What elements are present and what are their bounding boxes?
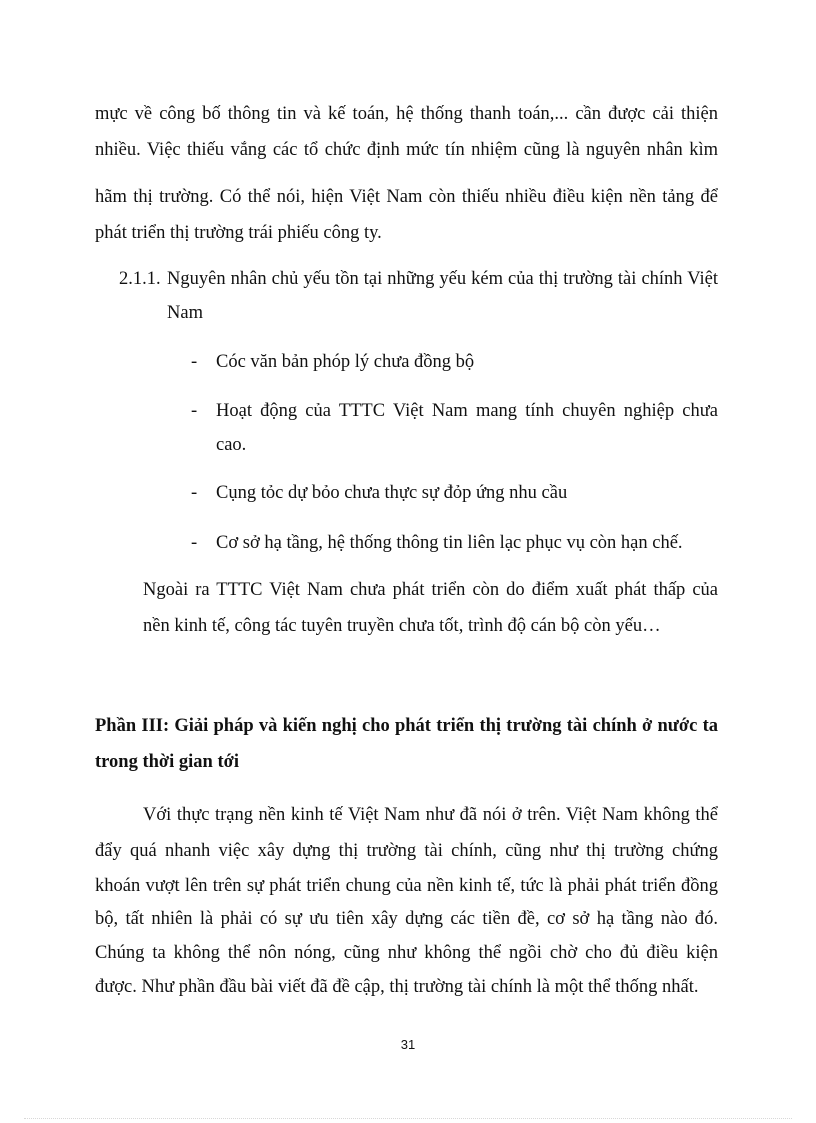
bullet-dash: - (191, 533, 198, 553)
paragraph-line: bộ, tất nhiên là phải có sự ưu tiên xây dựng các tiền đề, cơ sở hạ tầng nào đó. (95, 909, 718, 929)
section-heading: Phần III: Giải pháp và kiến nghị cho phát triển thị trường tài chính ở nước ta (95, 716, 718, 736)
extra-line: nền kinh tế, công tác tuyên truyền chưa tốt, trình độ cán bộ còn yếu… (143, 616, 661, 636)
intro-line: hãm thị trường. Có thể nói, hiện Việt Nam còn thiếu nhiều điều kiện nền tảng để (95, 187, 718, 207)
intro-line: phát triển thị trường trái phiếu công ty. (95, 223, 382, 243)
bullet-item-continued: cao. (216, 435, 247, 455)
extra-line: Ngoài ra TTTC Việt Nam chưa phát triển còn do điểm xuất phát thấp của (143, 580, 718, 600)
bullet-item: Hoạt động của TTTC Việt Nam mang tính chuyên nghiệp chưa (216, 401, 718, 421)
paragraph-line: Chúng ta không thể nôn nóng, cũng như không thể ngồi chờ cho đủ điều kiện (95, 943, 718, 963)
bullet-dash: - (191, 401, 198, 421)
page-number: 31 (400, 1037, 416, 1052)
bullet-item: Cóc văn bản phóp lý chưa đồng bộ (216, 352, 475, 372)
intro-line: mực về công bố thông tin và kế toán, hệ thống thanh toán,... cần được cải thiện (95, 104, 718, 124)
bullet-item: Cụng tỏc dự bỏo chưa thực sự đỏp ứng nhu cầu (216, 483, 568, 503)
paragraph-line: khoán vượt lên trên sự phát triển chung của nền kinh tế, tức là phải phát triển đồng (95, 876, 718, 896)
bullet-dash: - (191, 352, 198, 372)
section-heading-continued: trong thời gian tới (95, 752, 240, 772)
page-bottom-divider (24, 1118, 792, 1119)
paragraph-line: được. Như phần đầu bài viết đã đề cập, thị trường tài chính là một thể thống nhất. (95, 977, 699, 997)
paragraph-line: Với thực trạng nền kinh tế Việt Nam như đã nói ở trên. Việt Nam không thể (143, 805, 718, 825)
subsection-title-continued: Nam (167, 303, 203, 323)
subsection-title: Nguyên nhân chủ yếu tồn tại những yếu kém của thị trường tài chính Việt (167, 269, 718, 289)
paragraph-line: đẩy quá nhanh việc xây dựng thị trường tài chính, cũng như thị trường chứng (95, 841, 718, 861)
bullet-dash: - (191, 483, 198, 503)
bullet-item: Cơ sở hạ tầng, hệ thống thông tin liên lạc phục vụ còn hạn chế. (216, 533, 683, 553)
intro-line: nhiều. Việc thiếu vắng các tổ chức định mức tín nhiệm cũng là nguyên nhân kìm (95, 140, 718, 160)
subsection-number: 2.1.1. (119, 269, 161, 289)
